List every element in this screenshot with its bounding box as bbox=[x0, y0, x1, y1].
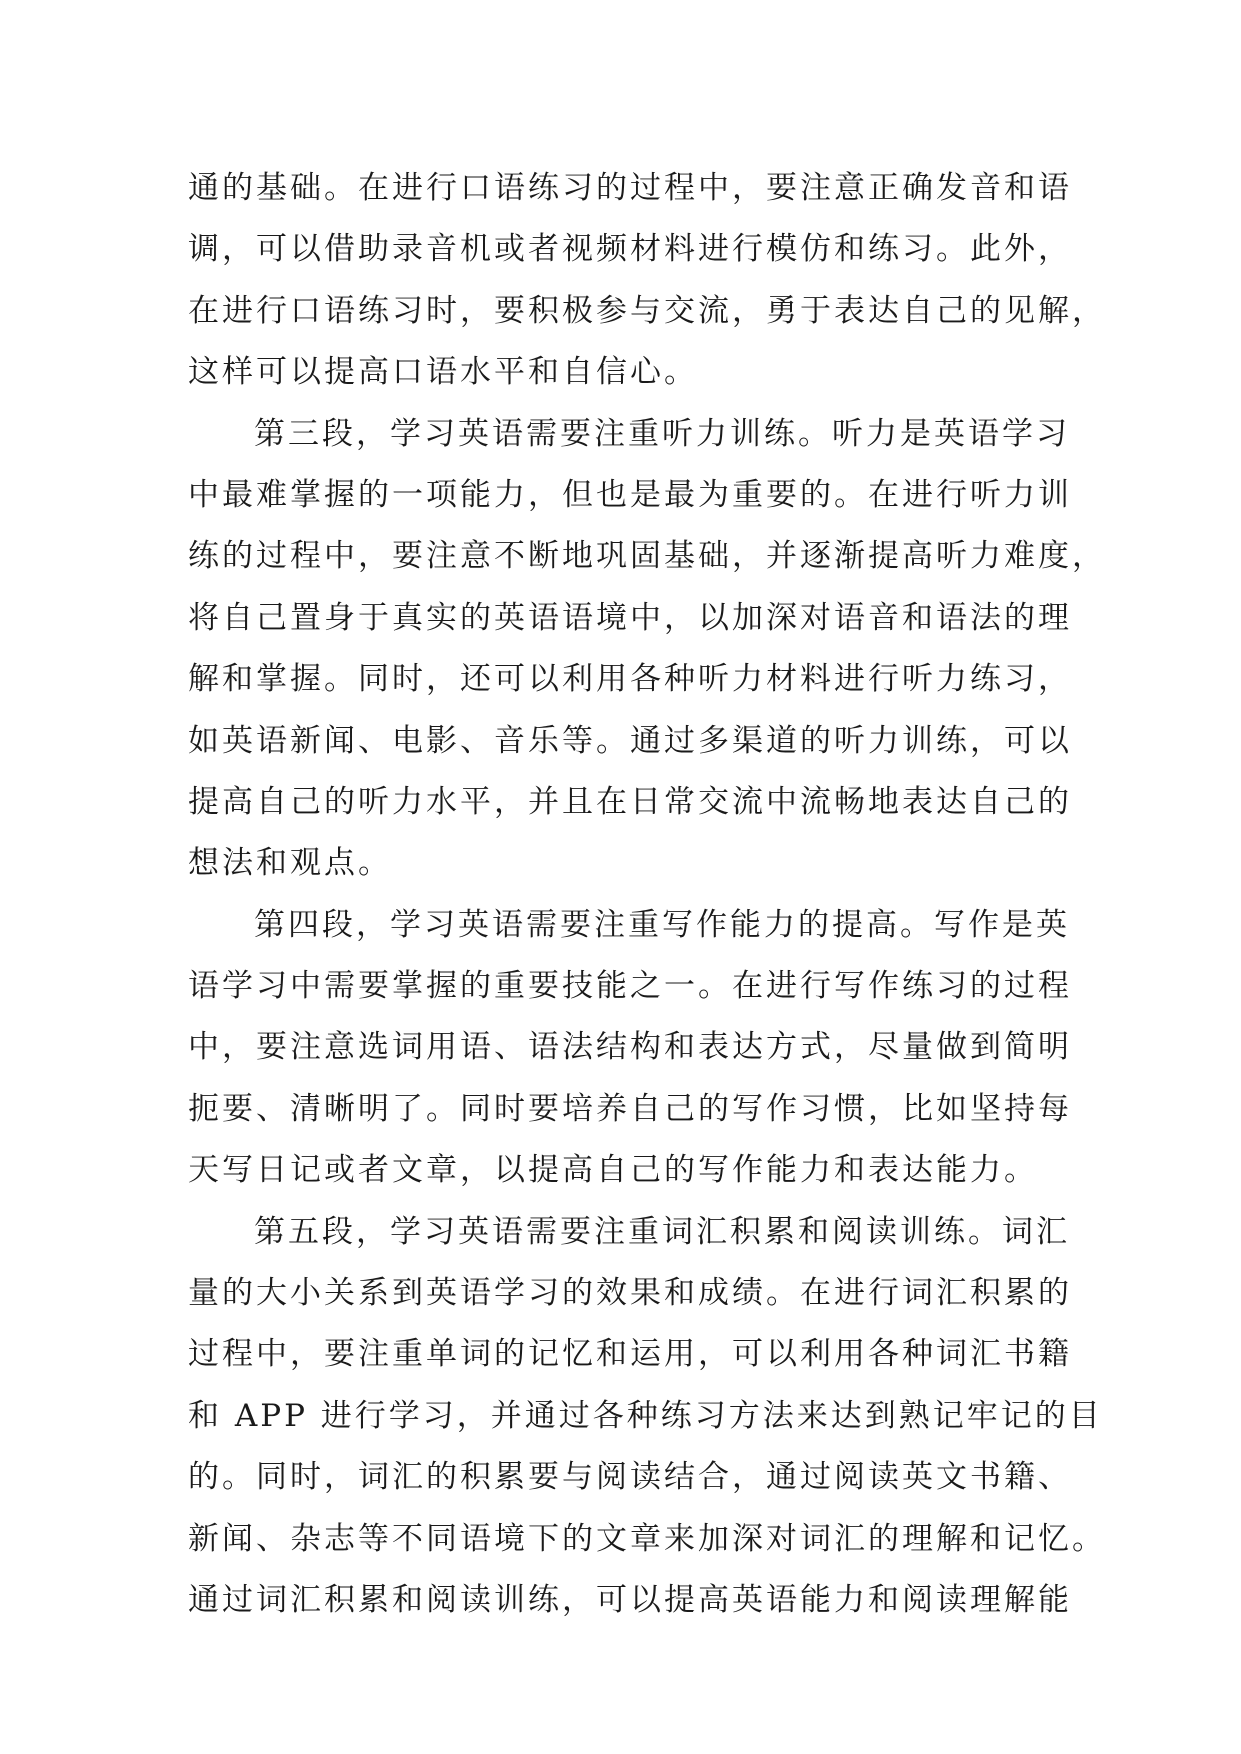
text-line: 通的基础。在进行口语练习的过程中，要注意正确发音和语 bbox=[188, 170, 1072, 206]
text-line: 扼要、清晰明了。同时要培养自己的写作习惯，比如坚持每 bbox=[188, 1090, 1072, 1127]
text-line: 练的过程中，要注意不断地巩固基础，并逐渐提高听力难度， bbox=[188, 538, 1106, 575]
text-line: 在进行口语练习时，要积极参与交流，勇于表达自己的见解， bbox=[188, 292, 1106, 329]
text-line: 新闻、杂志等不同语境下的文章来加深对词汇的理解和记忆。 bbox=[188, 1520, 1106, 1557]
text-line: 提高自己的听力水平，并且在日常交流中流畅地表达自己的 bbox=[188, 783, 1072, 820]
document-body bbox=[188, 158, 1106, 1631]
text-line: 天写日记或者文章，以提高自己的写作能力和表达能力。 bbox=[188, 1152, 1038, 1189]
text-line: 想法和观点。 bbox=[188, 845, 392, 882]
text-line: 量的大小关系到英语学习的效果和成绩。在进行词汇积累的 bbox=[188, 1275, 1072, 1312]
text-line: 中，要注意选词用语、语法结构和表达方式，尽量做到简明 bbox=[188, 1029, 1072, 1066]
text-line: 将自己置身于真实的英语语境中，以加深对语音和语法的理 bbox=[188, 599, 1072, 636]
text-line: 中最难掌握的一项能力，但也是最为重要的。在进行听力训 bbox=[188, 476, 1072, 513]
text-line: 如英语新闻、电影、音乐等。通过多渠道的听力训练，可以 bbox=[188, 722, 1072, 759]
text-line: 解和掌握。同时，还可以利用各种听力材料进行听力练习， bbox=[188, 661, 1072, 698]
text-line: 和 APP 进行学习，并通过各种练习方法来达到熟记牢记的目 bbox=[188, 1397, 1103, 1434]
text-line: 过程中，要注重单词的记忆和运用，可以利用各种词汇书籍 bbox=[188, 1336, 1072, 1373]
text-line: 调，可以借助录音机或者视频材料进行模仿和练习。此外， bbox=[188, 231, 1072, 268]
text-line: 语学习中需要掌握的重要技能之一。在进行写作练习的过程 bbox=[188, 968, 1072, 1005]
text-line: 第三段，学习英语需要注重听力训练。听力是英语学习 bbox=[254, 415, 1070, 452]
text-line: 这样可以提高口语水平和自信心。 bbox=[188, 354, 698, 391]
text-line: 第四段，学习英语需要注重写作能力的提高。写作是英 bbox=[254, 906, 1070, 943]
text-line: 的。同时，词汇的积累要与阅读结合，通过阅读英文书籍、 bbox=[188, 1459, 1072, 1496]
text-line: 第五段，学习英语需要注重词汇积累和阅读训练。词汇 bbox=[254, 1213, 1070, 1250]
text-line: 通过词汇积累和阅读训练，可以提高英语能力和阅读理解能 bbox=[188, 1581, 1072, 1618]
